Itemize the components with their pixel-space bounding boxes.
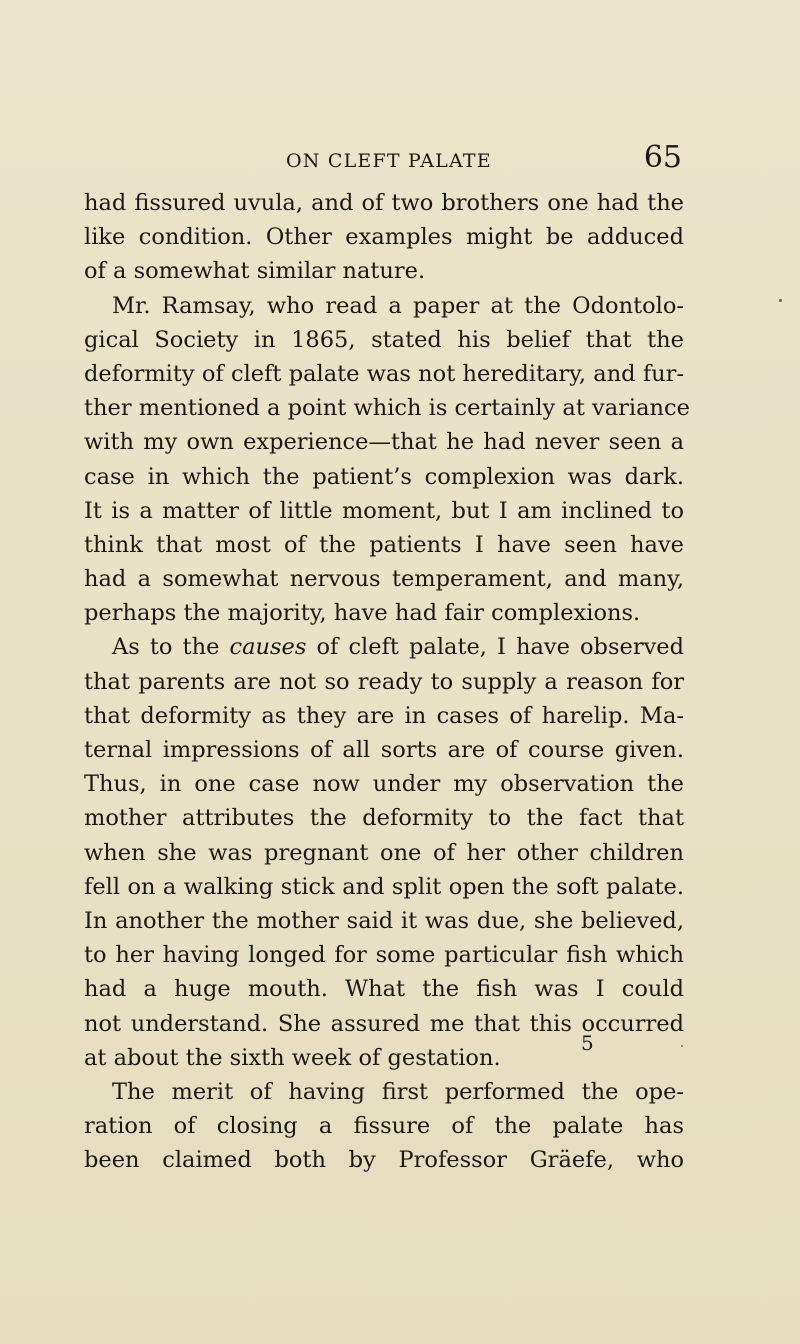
margin-speck: [681, 1045, 683, 1047]
text-line: think that most of the patients I have seen have: [84, 531, 684, 558]
page-header: [84, 140, 684, 178]
text-line: with my own experience—that he had never seen a: [84, 429, 684, 456]
text-line: perhaps the majority, have had fair complexions.: [84, 600, 641, 627]
text-line: been claimed both by Professor Gräefe, who: [84, 1147, 684, 1174]
text-line: deformity of cleft palate was not hereditary, and fur-: [84, 360, 684, 387]
text-line: had a somewhat nervous temperament, and many,: [84, 566, 684, 593]
body-text: [84, 186, 690, 1177]
causes-italic: causes: [229, 634, 307, 661]
text-line: to her having longed for some particular fish which: [84, 942, 684, 969]
text-line: had fissured uvula, and of two brothers one had the: [84, 190, 684, 216]
text-line: that parents are not so ready to supply a reason for: [84, 668, 684, 695]
text-line: gical Society in 1865, stated his belief that the: [84, 326, 684, 353]
text-line: when she was pregnant one of her other children: [84, 839, 684, 866]
text-line: ration of closing a fissure of the palate has: [84, 1113, 684, 1140]
text-line: ternal impressions of all sorts are of course given.: [84, 737, 684, 763]
text-line: fell on a walking stick and split open the soft palate.: [84, 873, 684, 900]
causes-before: As to the: [112, 634, 220, 661]
text-line: The merit of having first performed the ope-: [112, 1078, 684, 1105]
text-line: not understand. She assured me that this occurred: [84, 1010, 684, 1037]
text-line: at about the sixth week of gestation.: [84, 1044, 501, 1071]
text-line: like condition. Other examples might be adduced: [84, 224, 684, 251]
text-line: Thus, in one case now under my observation the: [84, 771, 684, 798]
text-line: It is a matter of little moment, but I am inclined to: [84, 497, 684, 524]
text-line: that deformity as they are in cases of harelip. Ma-: [84, 702, 684, 729]
text-line: had a huge mouth. What the fish was I could: [84, 976, 684, 1003]
text-line: of a somewhat similar nature.: [84, 258, 426, 285]
running-title: ON CLEFT PALATE: [286, 150, 492, 172]
text-line: ther mentioned a point which is certainly at variance: [84, 395, 690, 422]
text-line: Mr. Ramsay, who read a paper at the Odontolo-: [112, 292, 684, 319]
text-line: In another the mother said it was due, she believed,: [84, 907, 684, 934]
margin-speck: [779, 299, 782, 302]
text-line-causes: [84, 630, 684, 664]
signature-mark: 5: [581, 1031, 594, 1055]
text-line: case in which the patient’s complexion was dark.: [84, 463, 684, 490]
page-number: 65: [643, 140, 682, 175]
causes-after: of cleft palate, I have observed: [316, 634, 685, 661]
text-line: mother attributes the deformity to the fact that: [84, 805, 684, 832]
